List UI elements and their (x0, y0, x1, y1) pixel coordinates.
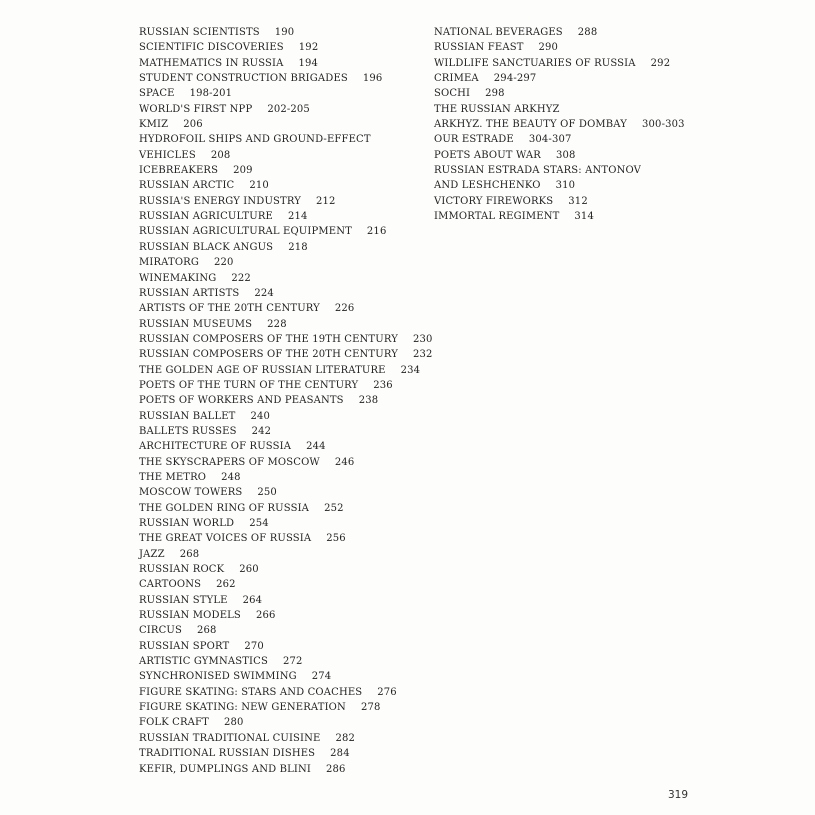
entry-page-number: 246 (334, 456, 355, 468)
entry-title: THE GOLDEN RING OF RUSSIA (139, 502, 310, 514)
entry-page-number: 238 (358, 395, 379, 407)
entry-page-number: 252 (324, 502, 344, 514)
contents-entry (139, 301, 429, 316)
entry-title: SOCHI (434, 88, 471, 100)
entry-title: STUDENT CONSTRUCTION BRIGADES (139, 73, 348, 85)
entry-page-number: 250 (257, 487, 277, 499)
contents-entry (139, 317, 429, 332)
entry-title: SYNCHRONISED SWIMMING (139, 671, 297, 683)
entry-page-number: 224 (254, 287, 274, 299)
entry-page-number: 300-303 (642, 119, 685, 131)
entry-page-number: 260 (239, 564, 259, 576)
entry-page-number: 214 (287, 211, 308, 223)
contents-entry (139, 332, 433, 347)
contents-entry (139, 194, 429, 209)
entry-title: RUSSIAN BALLET (139, 410, 236, 422)
contents-entry (139, 393, 429, 408)
contents-entry (139, 132, 429, 147)
entry-page-number: 216 (366, 226, 387, 238)
entry-page-number: 314 (574, 211, 594, 223)
entry-title: MIRATORG (139, 257, 199, 269)
entry-page-number: 266 (255, 610, 276, 622)
entry-title: RUSSIAN COMPOSERS OF THE 19TH CENTURY (139, 333, 398, 345)
contents-entry (434, 178, 694, 193)
entry-page-number: 274 (311, 671, 332, 683)
entry-title: ARTISTS OF THE 20TH CENTURY (139, 303, 320, 315)
entry-title: RUSSIAN ARCTIC (139, 180, 235, 192)
entry-page-number: 312 (568, 195, 588, 207)
page-number: 319 (668, 789, 689, 801)
entry-page-number: 308 (555, 149, 576, 161)
contents-entry (139, 577, 429, 592)
entry-title: BALLETS RUSSES (139, 425, 237, 437)
contents-entry (139, 378, 429, 393)
contents-entry (139, 56, 429, 71)
entry-title: THE GOLDEN AGE OF RUSSIAN LITERATURE (139, 364, 386, 376)
contents-entry (139, 669, 429, 684)
contents-entry (434, 209, 694, 224)
contents-entry (139, 40, 429, 55)
entry-title: RUSSIAN COMPOSERS OF THE 20TH CENTURY (139, 349, 398, 361)
contents-entry (139, 148, 429, 163)
contents-entry (139, 117, 429, 132)
entry-page-number: 286 (326, 763, 346, 775)
entry-title: RUSSIA'S ENERGY INDUSTRY (139, 195, 301, 207)
contents-entry (139, 547, 429, 562)
entry-title: SPACE (139, 88, 175, 100)
contents-right-column (434, 25, 694, 224)
entry-page-number: 190 (274, 27, 295, 38)
entry-title: RUSSIAN FEAST (434, 42, 524, 54)
contents-entry (139, 86, 429, 101)
entry-title: ICEBREAKERS (139, 165, 219, 177)
contents-entry (139, 639, 429, 654)
contents-entry (434, 194, 694, 209)
entry-page-number: 194 (298, 57, 319, 69)
contents-entry (139, 178, 429, 193)
entry-page-number: 230 (412, 333, 433, 345)
contents-entry (139, 516, 429, 531)
entry-title: FOLK CRAFT (139, 717, 209, 729)
contents-entry (139, 593, 429, 608)
entry-title: RUSSIAN BLACK ANGUS (139, 241, 274, 253)
entry-title: RUSSIAN ARTISTS (139, 287, 240, 299)
contents-entry (434, 71, 694, 86)
entry-title: SCIENTIFIC DISCOVERIES (139, 42, 284, 54)
contents-entry (139, 424, 429, 439)
entry-title: ARKHYZ. THE BEAUTY OF DOMBAY (434, 119, 628, 131)
entry-title: WILDLIFE SANCTUARIES OF RUSSIA (434, 57, 636, 69)
entry-page-number: 268 (196, 625, 217, 637)
contents-entry (139, 409, 429, 424)
entry-page-number: 209 (233, 165, 253, 177)
contents-entry (139, 286, 429, 301)
entry-page-number: 222 (231, 272, 251, 284)
entry-page-number: 248 (221, 471, 241, 483)
entry-title: JAZZ (139, 548, 165, 560)
contents-entry (139, 71, 429, 86)
entry-title: OUR ESTRADE (434, 134, 514, 146)
entry-page-number: 288 (577, 27, 598, 38)
contents-entry (139, 700, 429, 715)
entry-title: RUSSIAN SPORT (139, 640, 230, 652)
contents-entry (139, 485, 429, 500)
entry-page-number: 202-205 (267, 103, 310, 115)
entry-page-number: 206 (183, 119, 203, 131)
contents-entry (139, 715, 429, 730)
contents-entry (434, 163, 694, 178)
entry-page-number: 220 (213, 257, 234, 269)
entry-page-number: 208 (210, 149, 231, 161)
contents-entry (434, 117, 694, 132)
entry-page-number: 278 (360, 702, 381, 714)
entry-title: VICTORY FIREWORKS (434, 195, 554, 207)
entry-page-number: 282 (335, 732, 356, 744)
entry-title: HYDROFOIL SHIPS AND GROUND-EFFECT (139, 134, 371, 146)
contents-entry (139, 501, 429, 516)
entry-title: CRIMEA (434, 73, 479, 85)
entry-page-number: 244 (306, 441, 326, 453)
entry-title: CIRCUS (139, 625, 182, 637)
entry-page-number: 268 (179, 548, 200, 560)
contents-entry (139, 255, 429, 270)
contents-entry (139, 25, 429, 40)
contents-entry (139, 240, 429, 255)
contents-left-column (139, 25, 433, 777)
contents-entry (139, 762, 429, 777)
entry-page-number: 284 (330, 748, 350, 760)
contents-entry (139, 562, 429, 577)
entry-page-number: 254 (249, 518, 269, 529)
entry-page-number: 218 (288, 241, 308, 253)
entry-page-number: 196 (362, 73, 383, 85)
entry-page-number: 272 (282, 656, 303, 668)
entry-page-number: 256 (326, 533, 346, 545)
entry-title: ARTISTIC GYMNASTICS (139, 656, 268, 668)
entry-page-number: 264 (242, 594, 263, 606)
entry-title: POETS OF THE TURN OF THE CENTURY (139, 379, 359, 391)
contents-entry (139, 531, 429, 546)
entry-page-number: 280 (223, 717, 244, 729)
entry-title: ARCHITECTURE OF RUSSIA (139, 441, 292, 453)
contents-entry (139, 608, 429, 623)
entry-title: THE METRO (139, 471, 207, 483)
entry-page-number: 262 (216, 579, 236, 591)
entry-page-number: 298 (485, 88, 505, 100)
entry-title: RUSSIAN SCIENTISTS (139, 27, 260, 38)
entry-title: THE RUSSIAN ARKHYZ (434, 103, 560, 115)
entry-page-number: 310 (555, 180, 576, 192)
entry-title: FIGURE SKATING: STARS AND COACHES (139, 686, 363, 698)
contents-entry (434, 40, 694, 55)
contents-entry (139, 685, 429, 700)
entry-title: TRADITIONAL RUSSIAN DISHES (139, 748, 316, 760)
entry-title: RUSSIAN ROCK (139, 564, 225, 576)
contents-entry (139, 209, 429, 224)
contents-entry (139, 746, 429, 761)
entry-title: KEFIR, DUMPLINGS AND BLINI (139, 763, 312, 775)
entry-title: POETS OF WORKERS AND PEASANTS (139, 395, 344, 407)
entry-page-number: 226 (334, 303, 355, 315)
contents-entry (139, 623, 429, 638)
contents-entry (139, 102, 429, 117)
entry-title: FIGURE SKATING: NEW GENERATION (139, 702, 346, 714)
entry-title: IMMORTAL REGIMENT (434, 211, 560, 223)
contents-entry (434, 148, 694, 163)
contents-entry (139, 271, 429, 286)
entry-title: THE GREAT VOICES OF RUSSIA (139, 533, 312, 545)
entry-page-number: 240 (250, 410, 271, 422)
entry-title: WORLD'S FIRST NPP (139, 103, 253, 115)
contents-entry (139, 347, 433, 362)
contents-entry (434, 132, 694, 147)
entry-title: CARTOONS (139, 579, 202, 591)
entry-page-number: 210 (249, 180, 269, 192)
contents-entry (434, 56, 694, 71)
entry-title: AND LESHCHENKO (434, 180, 541, 192)
contents-entry (434, 86, 694, 101)
entry-title: RUSSIAN TRADITIONAL CUISINE (139, 732, 321, 744)
entry-title: POETS ABOUT WAR (434, 149, 541, 161)
contents-entry (139, 731, 429, 746)
entry-page-number: 198-201 (189, 88, 233, 100)
entry-page-number: 212 (316, 195, 336, 207)
contents-entry (139, 224, 429, 239)
entry-title: RUSSIAN WORLD (139, 518, 235, 529)
entry-page-number: 292 (650, 57, 671, 69)
entry-page-number: 234 (400, 364, 421, 376)
entry-page-number: 290 (538, 42, 559, 54)
entry-page-number: 236 (373, 379, 393, 391)
entry-page-number: 192 (298, 42, 319, 54)
entry-title: KMIZ (139, 119, 169, 131)
entry-title: THE SKYSCRAPERS OF MOSCOW (139, 456, 320, 468)
entry-title: RUSSIAN MUSEUMS (139, 318, 253, 330)
entry-page-number: 228 (267, 318, 287, 330)
entry-title: NATIONAL BEVERAGES (434, 27, 563, 38)
entry-page-number: 232 (412, 349, 433, 361)
entry-title: WINEMAKING (139, 272, 217, 284)
entry-title: RUSSIAN ESTRADA STARS: ANTONOV (434, 165, 642, 177)
entry-page-number: 276 (377, 686, 397, 698)
entry-title: RUSSIAN STYLE (139, 594, 228, 606)
contents-entry (139, 363, 429, 378)
contents-entry (139, 439, 429, 454)
contents-entry (139, 455, 429, 470)
entry-title: MOSCOW TOWERS (139, 487, 243, 499)
entry-title: RUSSIAN MODELS (139, 610, 241, 622)
contents-entry (139, 163, 429, 178)
contents-entry (139, 654, 429, 669)
entry-page-number: 294-297 (493, 73, 537, 85)
entry-page-number: 304-307 (528, 134, 572, 146)
entry-title: RUSSIAN AGRICULTURAL EQUIPMENT (139, 226, 352, 238)
entry-title: RUSSIAN AGRICULTURE (139, 211, 273, 223)
contents-entry (434, 102, 694, 117)
entry-title: MATHEMATICS IN RUSSIA (139, 57, 284, 69)
contents-entry (139, 470, 429, 485)
entry-page-number: 270 (244, 640, 264, 652)
entry-page-number: 242 (251, 425, 272, 437)
entry-title: VEHICLES (139, 149, 196, 161)
contents-entry (434, 25, 694, 40)
